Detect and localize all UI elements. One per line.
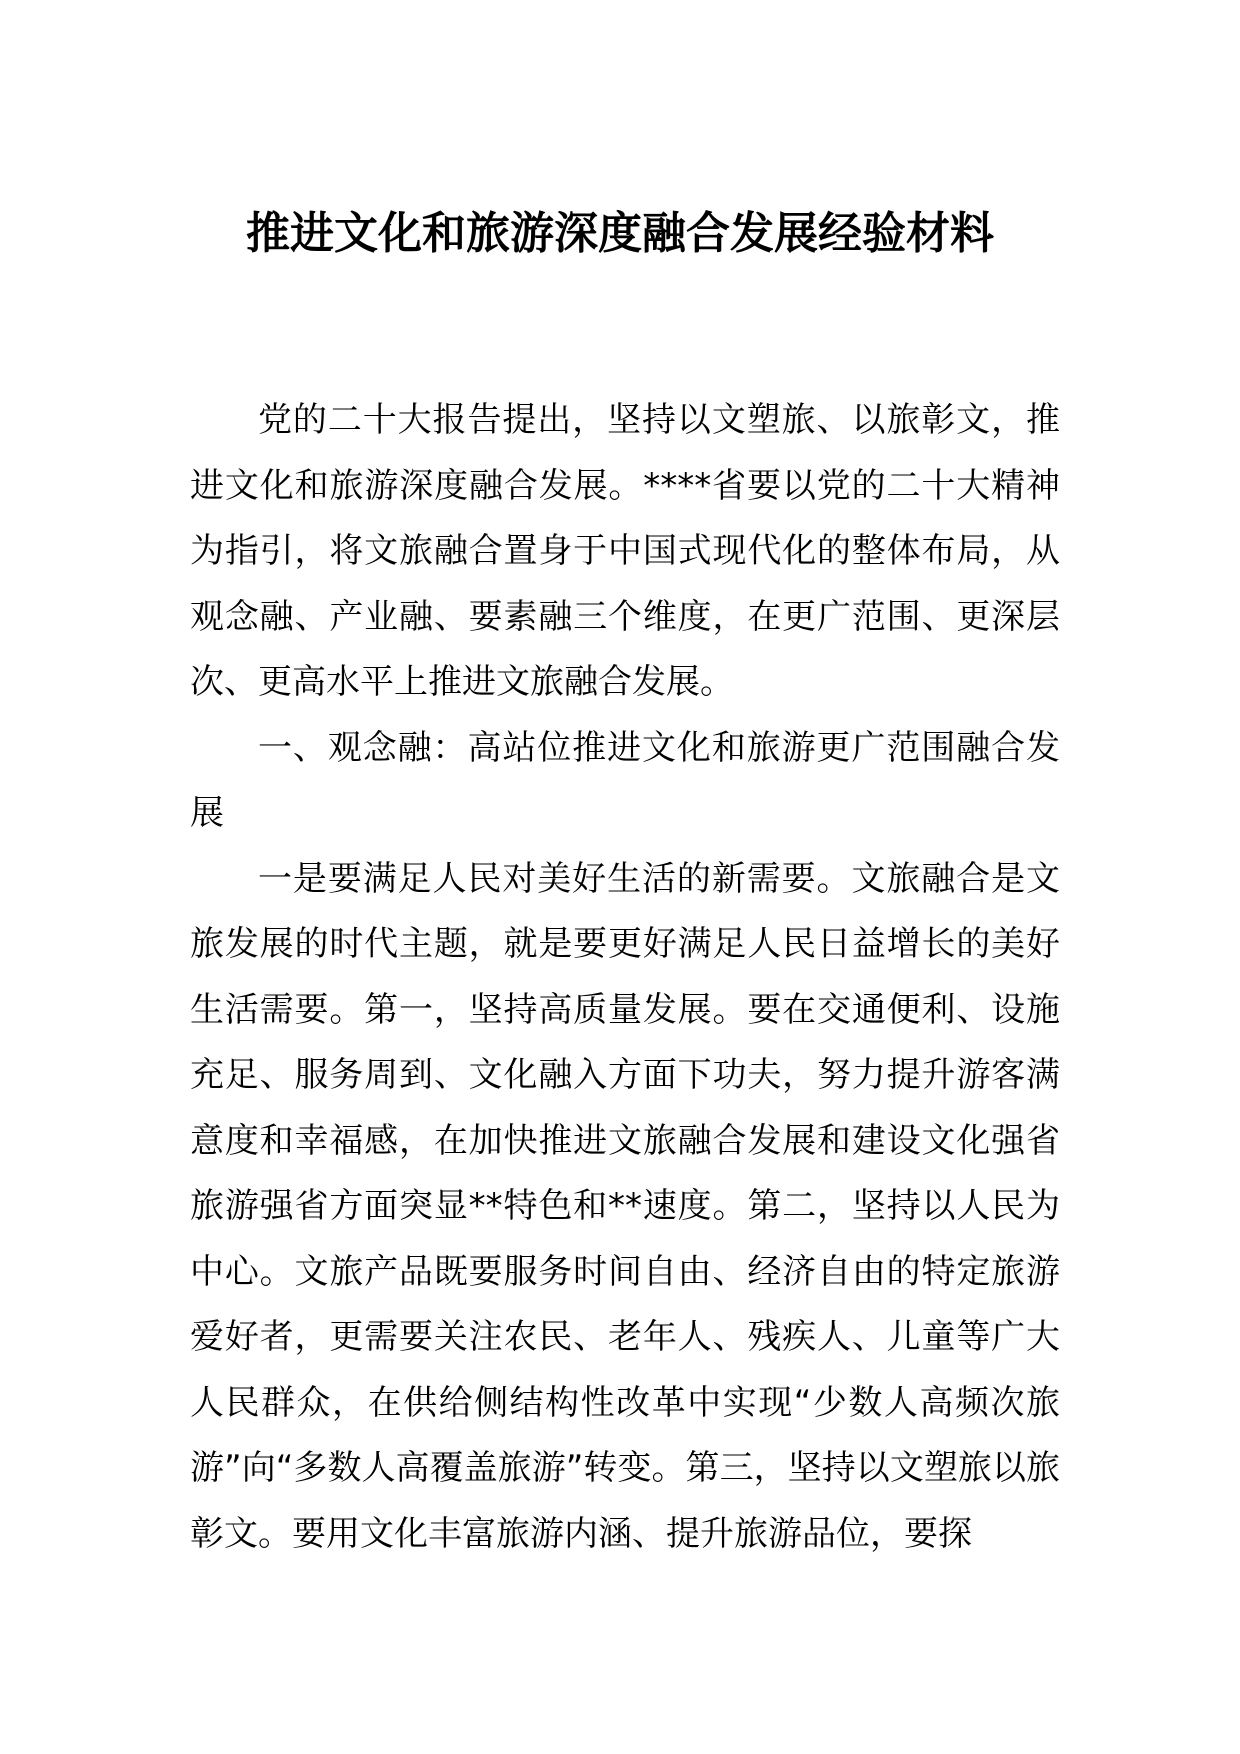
document-title: 推进文化和旅游深度融合发展经验材料 [246, 208, 994, 259]
paragraph-intro: 党的二十大报告提出，坚持以文塑旅、以旅彰文，推进文化和旅游深度融合发展。****省要以党的二十大精神为指引，将文旅融合置身于中国式现代化的整体布局，从观念融、产业融、要素融三个维度，在更广范围、更深层次、更高水平上推进文旅融合发展。 [190, 400, 1060, 702]
document-body [190, 388, 1060, 1567]
paragraph-point-1: 一是要满足人民对美好生活的新需要。文旅融合是文旅发展的时代主题，就是要更好满足人民日益增长的美好生活需要。第一，坚持高质量发展。要在交通便利、设施充足、服务周到、文化融入方面下功夫，努力提升游客满意度和幸福感，在加快推进文旅融合发展和建设文化强省旅游强省方面突显**特色和**速度。第二，坚持以人民为中心。文旅产品既要服务时间自由、经济自由的特定旅游爱好者，更需要关注农民、老年人、残疾人、儿童等广大人民群众，在供给侧结构性改革中实现“少数人高频次旅游”向“多数人高覆盖旅游”转变。第三，坚持以文塑旅以旅彰文。要用文化丰富旅游内涵、提升旅游品位，要探 [190, 858, 1060, 1554]
section-heading-1: 一、观念融：高站位推进文化和旅游更广范围融合发展 [190, 727, 1060, 833]
